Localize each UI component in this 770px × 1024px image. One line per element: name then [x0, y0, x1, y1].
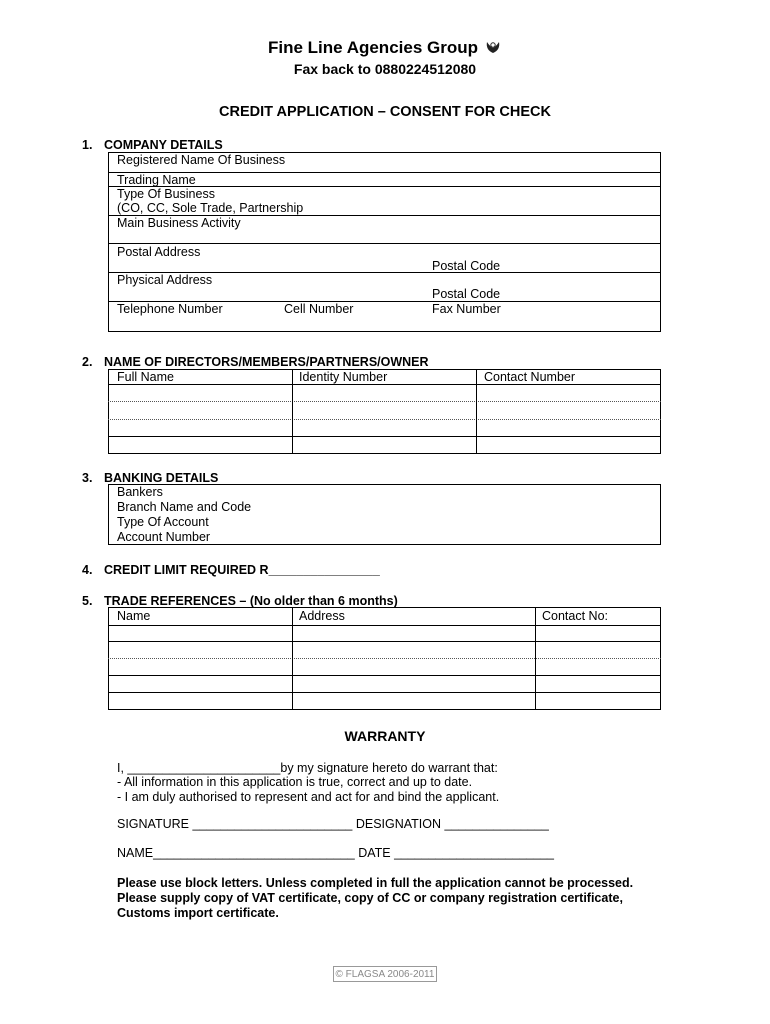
column-divider — [292, 607, 293, 710]
notes-block — [117, 876, 633, 921]
director-1-name-cell[interactable] — [109, 385, 291, 400]
section-1-number: 1. — [82, 138, 93, 152]
column-divider — [476, 369, 477, 454]
directors-col-identity: Identity Number — [299, 370, 388, 384]
telephone-number-field[interactable]: Telephone Number — [117, 302, 223, 316]
wreath-logo-icon — [484, 39, 502, 55]
postal-address-field[interactable]: Postal Address — [117, 245, 201, 259]
table-row-divider — [108, 401, 661, 402]
director-1-contact-cell[interactable] — [477, 385, 659, 400]
warranty-info-line: - All information in this application is true, correct and up to date. — [117, 775, 473, 789]
trading-name-field[interactable]: Trading Name — [117, 173, 196, 187]
section-1-title: COMPANY DETAILS — [104, 138, 223, 152]
signature-designation-line[interactable]: SIGNATURE _______________________ DESIGNATION _______________ — [117, 817, 549, 831]
section-2-title: NAME OF DIRECTORS/MEMBERS/PARTNERS/OWNER — [104, 355, 429, 369]
trade-ref-1-contact-cell[interactable] — [536, 626, 659, 640]
table-row-divider — [108, 692, 661, 693]
postal-code-field[interactable]: Postal Code — [432, 259, 501, 273]
account-number-field[interactable]: Account Number — [117, 530, 211, 544]
fax-line — [0, 61, 770, 77]
trade-ref-1-name-cell[interactable] — [109, 626, 291, 640]
section-2-heading — [82, 355, 429, 369]
physical-address-field[interactable]: Physical Address — [117, 273, 213, 287]
name-date-line[interactable]: NAME_____________________________ DATE _______________________ — [117, 846, 554, 860]
note-line-2: Please supply copy of VAT certificate, copy of CC or company registration certificate, — [117, 891, 623, 905]
section-3-number: 3. — [82, 471, 93, 485]
page-title: CREDIT APPLICATION – CONSENT FOR CHECK — [219, 104, 551, 120]
column-divider — [292, 369, 293, 454]
cell-number-field[interactable]: Cell Number — [284, 302, 354, 316]
trade-col-name: Name — [117, 609, 151, 623]
section-4-heading[interactable] — [82, 563, 380, 577]
divider — [108, 243, 661, 244]
section-1-heading — [82, 138, 223, 152]
type-of-account-field[interactable]: Type Of Account — [117, 515, 209, 529]
trade-col-contact: Contact No: — [542, 609, 609, 623]
company-name-text: Fine Line Agencies Group — [267, 38, 478, 57]
section-2-number: 2. — [82, 355, 93, 369]
trade-col-address: Address — [299, 609, 345, 623]
type-of-business-hint: (CO, CC, Sole Trade, Partnership — [117, 201, 304, 215]
section-5-heading — [82, 594, 398, 608]
fax-number: 0880224512080 — [374, 61, 477, 77]
column-divider — [535, 607, 536, 710]
main-business-activity-field[interactable]: Main Business Activity — [117, 216, 241, 230]
table-row-divider — [108, 675, 661, 676]
trade-ref-1-address-cell[interactable] — [293, 626, 534, 640]
directors-col-contact: Contact Number — [484, 370, 576, 384]
table-row-divider — [108, 436, 661, 437]
directors-col-full-name: Full Name — [117, 370, 174, 384]
section-3-heading — [82, 471, 218, 485]
copyright-notice: © FLAGSA 2006-2011 — [333, 966, 437, 982]
section-5-number: 5. — [82, 594, 93, 608]
warranty-statement-line[interactable]: I, ______________________by my signature hereto do warrant that: — [117, 761, 498, 775]
section-5-title: TRADE REFERENCES – (No older than 6 months) — [104, 594, 398, 608]
section-3-title: BANKING DETAILS — [104, 471, 219, 485]
credit-limit-field[interactable]: CREDIT LIMIT REQUIRED R________________ — [104, 563, 380, 577]
warranty-authorised-line: - I am duly authorised to represent and act for and bind the applicant. — [117, 790, 500, 804]
physical-postal-code-field[interactable]: Postal Code — [432, 287, 501, 301]
fax-label: Fax back to — [293, 61, 371, 77]
type-of-business-field[interactable]: Type Of Business — [117, 187, 215, 201]
bankers-field[interactable]: Bankers — [117, 485, 163, 499]
registered-name-field[interactable]: Registered Name Of Business — [117, 153, 286, 167]
note-line-1: Please use block letters. Unless completed in full the application cannot be processed. — [117, 876, 634, 890]
note-line-3: Customs import certificate. — [117, 906, 279, 920]
table-row-divider — [108, 641, 661, 642]
section-4-number: 4. — [82, 563, 93, 577]
company-name — [0, 38, 770, 58]
fax-number-field[interactable]: Fax Number — [432, 302, 501, 316]
table-row-divider — [108, 419, 661, 420]
table-row-divider — [108, 658, 661, 659]
branch-name-code-field[interactable]: Branch Name and Code — [117, 500, 252, 514]
director-1-id-cell[interactable] — [293, 385, 475, 400]
warranty-title: WARRANTY — [344, 728, 426, 744]
